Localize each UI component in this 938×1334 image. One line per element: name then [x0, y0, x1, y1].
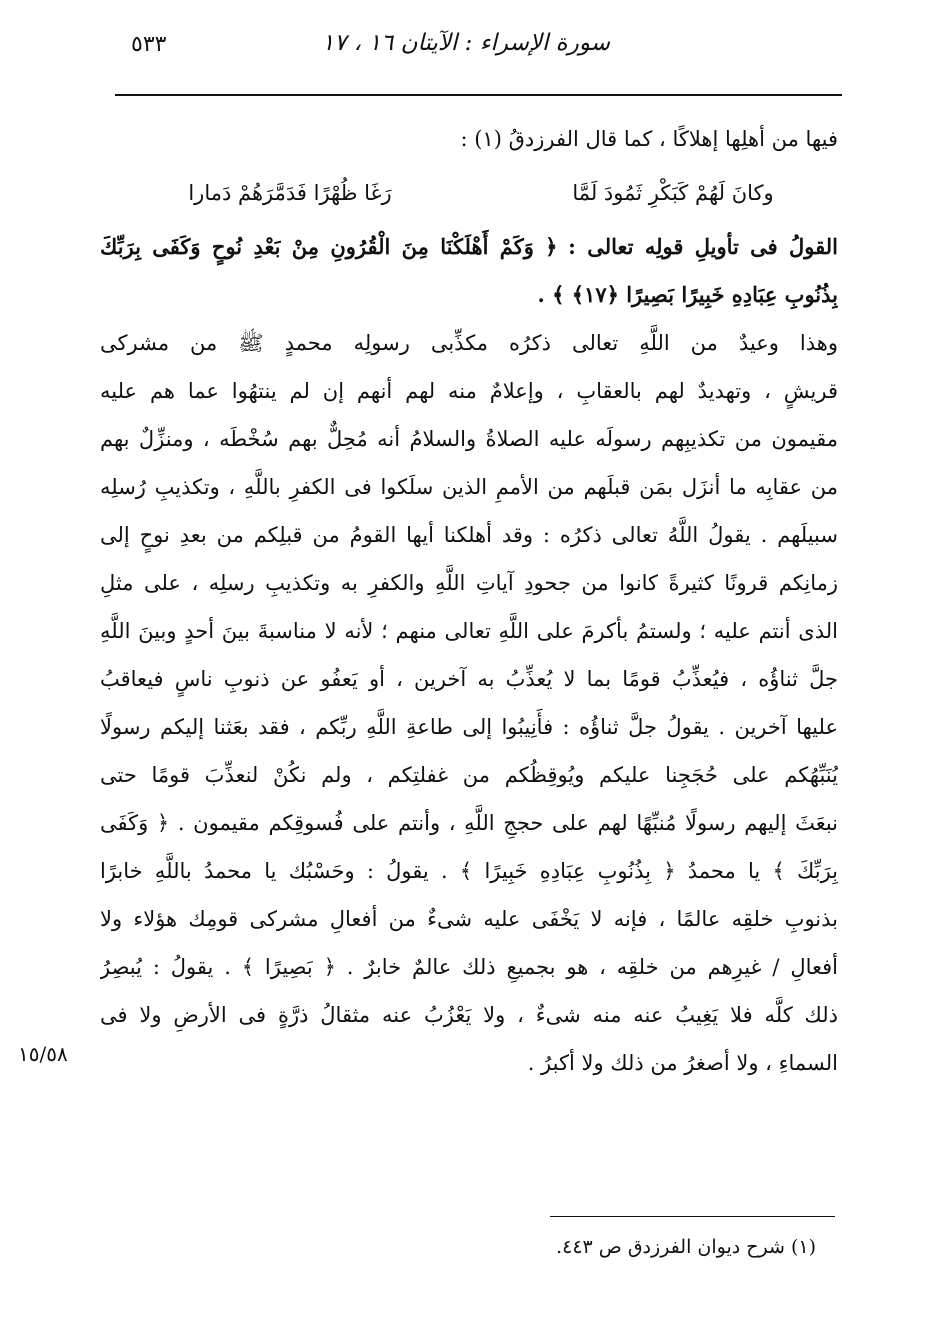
paragraph-line: جلَّ ثناؤُه ، فيُعذِّبُ قومًا بما لا يُعذِّبُ به آخرين ، أو يَعفُو عن ذنوبِ ناسٍ فيعاقبُ — [100, 667, 838, 691]
footnote: (١) شرح ديوان الفرزدق ص ٤٤٣. — [556, 1236, 816, 1258]
paragraph-line: زمانِكم قرونًا كثيرةً كانوا من جحودِ آياتِ اللَّهِ والكفرِ به وتكذيبِ رسلِه ، على مثلِ — [100, 571, 838, 595]
page-header — [115, 28, 840, 68]
poetry-verse — [100, 163, 838, 223]
paragraph-line: سبيلَهم . يقولُ اللَّهُ تعالى ذكرُه : وقد أهلكنا أيها القومُ من قبلِكم من بعدِ نوحٍ إلى — [100, 523, 838, 547]
header-rule — [115, 94, 842, 96]
margin-reference: ١٥/٥٨ — [18, 1042, 68, 1066]
quran-verse-part-2: بِذُنُوبِ عِبَادِهِ خَبِيرًا بَصِيرًا ﴿١٧﴾ ﴾ . — [537, 282, 838, 307]
footnote-rule — [550, 1216, 835, 1217]
page-number: ٥٣٣ — [131, 32, 167, 57]
paragraph-line: السماءِ ، ولا أصغرُ من ذلك ولا أكبرُ . — [527, 1051, 838, 1075]
verse-hemistich-2: رَغَا ظُهْرًا فَدَمَّرَهُمْ دَمارا — [188, 181, 392, 205]
quran-verse-part-1: ﴿ وَكَمْ أَهْلَكْنَا مِنَ الْقُرُونِ مِنْ بَعْدِ نُوحٍ وَكَفَى بِرَبِّكَ — [100, 234, 558, 259]
running-title: سورة الإسراء : الآيتان ١٦ ، ١٧ — [321, 30, 610, 56]
intro-line: فيها من أهلِها إهلاكًا ، كما قال الفرزدقُ (١) : — [460, 127, 838, 151]
paragraph-line: قريشٍ ، وتهديدٌ لهم بالعقابِ ، وإعلامٌ منه لهم أنهم إن لم ينتهُوا عما هم عليه — [100, 379, 838, 403]
paragraph-line: مقيمون من تكذيبِهم رسولَه عليه الصلاةُ والسلامُ أنه مُحِلٌّ بهم سُخْطَه ، ومنزِّلٌ بهم — [100, 427, 838, 451]
paragraph-line: يُنَبِّهُكم على حُجَجِنا عليكم ويُوقِظُكم من غفلتِكم ، ولم نكُنْ لنعذِّبَ قومًا حتى — [100, 763, 838, 787]
paragraph-line: أفعالِ / غيرِهم من خلقِه ، هو بجميعِ ذلك عالمٌ خابرٌ . ﴿ بَصِيرًا ﴾ . يقولُ : يُبصِرُ — [100, 955, 838, 979]
paragraph-line: بِرَبِّكَ ﴾ يا محمدُ ﴿ بِذُنُوبِ عِبَادِهِ خَبِيرًا ﴾ . يقولُ : وحَسْبُك يا محمدُ باللَّهِ خابرًا — [100, 859, 838, 883]
paragraph-line: الذى أنتم عليه ؛ ولستمُ بأكرمَ على اللَّهِ تعالى منهم ؛ لأنه لا مناسبةَ بينَ أحدٍ وبينَ اللَّهِ — [100, 619, 838, 643]
heading-line — [100, 223, 838, 271]
paragraph-line: نبعَثَ إليهم رسولًا مُنبِّهًا لهم على حججِ اللَّهِ ، وأنتم على فُسوقِكم مقيمون . ﴿ وَكَفَى — [100, 811, 838, 835]
paragraph-line: ذلك كلَّه فلا يَغِيبُ عنه منه شىءٌ ، ولا يَعْزُبُ عنه مثقالُ ذرَّةٍ فى الأرضِ ولا فى — [100, 1003, 838, 1027]
paragraph-line: من عقابِه ما أنزَل بمَن قبلَهم من الأممِ الذين سلَكوا فى الكفرِ باللَّهِ ، وتكذيبِ رُسلِه — [100, 475, 838, 499]
paragraph-line: عليها آخرين . يقولُ جلَّ ثناؤُه : فأَنِيبُوا إلى طاعةِ اللَّهِ ربِّكم ، فقد بعَثنا إليكم رسولًا — [100, 715, 838, 739]
paragraph-line: بذنوبِ خلقِه عالمًا ، فإنه لا يَخْفَى عليه شىءٌ من أفعالِ مشركى قومِك هؤلاء ولا — [100, 907, 838, 931]
main-text — [100, 115, 838, 1087]
verse-hemistich-1: وكانَ لَهُمْ كَبَكْرِ ثَمُودَ لَمَّا — [572, 181, 774, 205]
section-heading: القولُ فى تأويلِ قولِه تعالى : — [568, 234, 838, 259]
paragraph-line: وهذا وعيدٌ من اللَّهِ تعالى ذكرُه مكذِّبى رسولِه محمدٍ ﷺ من مشركى — [100, 331, 838, 355]
